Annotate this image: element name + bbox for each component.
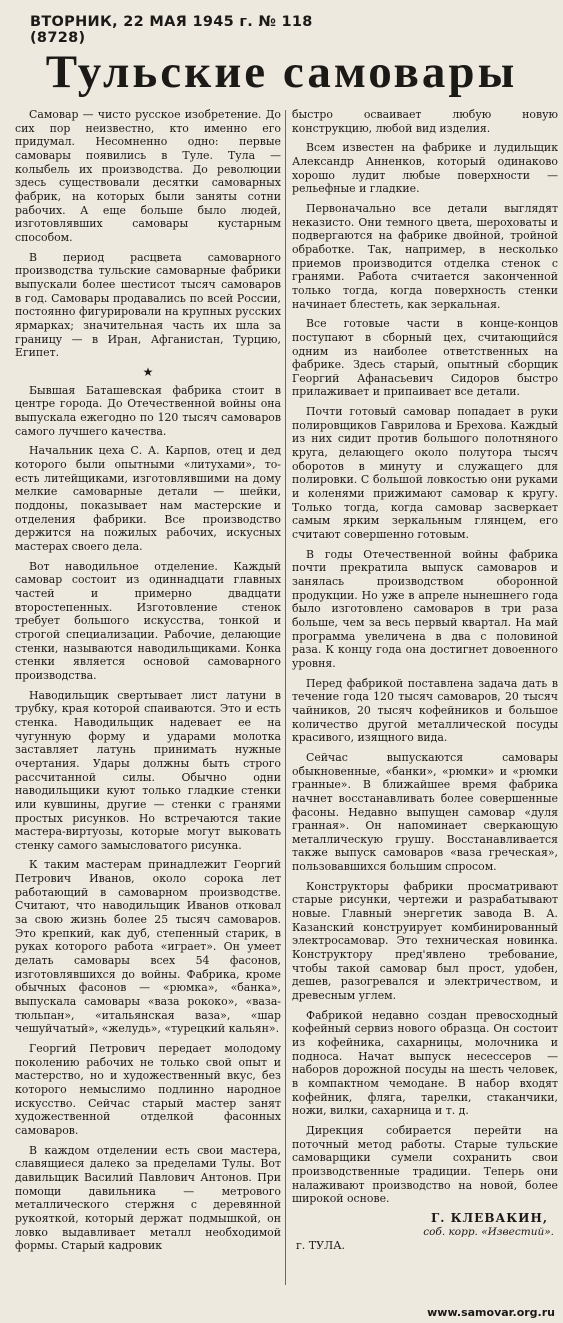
paragraph: Фабрикой недавно создан превосходный кофейный сервиз нового образца. Он состоит из кофейника, сахарницы, молочника и подноса. Начат выпуск несессеров — наборов дорожной посуды на шесть человек, в компактном чемодане. В набор входят кофейник, фляга, тарелки, стаканчики, ножи, вилки, сахарница и т. д.	[292, 1008, 558, 1118]
right-column	[292, 108, 558, 1288]
paragraph: К таким мастерам принадлежит Георгий Петрович Иванов, около сорока лет работающий в самоварном производстве. Считают, что наводильщик Иванов отковал за свою жизнь более 25 тысяч самоваров. Это крепкий, как дуб, степенный старик, в руках которого работа «играет». Он умеет делать самовары всех 54 фасонов, изготовлявшихся до войны. Фабрика, кроме обычных фасонов — «рюмка», «банка», выпускала самовары «ваза рококо», «ваза-тюльпан», «итальянская ваза», «шар чешуйчатый», «желудь», «турецкий кальян».	[15, 858, 281, 1036]
paragraph: Вот наводильное отделение. Каждый самовар состоит из одиннадцати главных частей и примерно двадцати второстепенных. Изготовление стенок требует большого искусства, тонкой и строгой специализации. Рабочие, делающие стенки, называются наводильщиками. Конка стенки является основой самоварного производства.	[15, 559, 281, 682]
paragraph: Начальник цеха С. А. Карпов, отец и дед которого были опытными «литухами», то-есть литейщиками, изготовлявшими на дому мелкие самоварные детали — шейки, поддоны, показывает нам мастерские и отделения фабрики. Все производство держится на пожилых рабочих, искусных мастерах своего дела.	[15, 444, 281, 554]
paragraph: Дирекция собирается перейти на поточный метод работы. Старые тульские самоварщики сумели сохранить свои производственные традиции. Теперь они налаживают производство на новой, более широкой основе.	[292, 1123, 558, 1206]
paragraph: В каждом отделении есть свои мастера, славящиеся далеко за пределами Тулы. Вот давильщик Василий Павлович Антонов. При помощи давильника — метрового металлического стержня с деревянной рукояткой, который держат подмышкой, он ловко выдавливает металл необходимой формы. Старый кадровик	[15, 1143, 281, 1253]
author-name: Г. КЛЕВАКИН,	[431, 1210, 548, 1225]
watermark-link[interactable]: www.samovar.org.ru	[427, 1306, 555, 1319]
dateline-city: г. ТУЛА.	[296, 1239, 346, 1253]
paragraph: Наводильщик свертывает лист латуни в трубку, края которой спаиваются. Это и есть стенка. Наводильщик надевает ее на чугунную форму и ударами молотка заставляет латунь принимать нужные очертания. Удары должны быть строго рассчитанной силы. Обычно одни наводильщики куют только гладкие стенки или кувшины, другие — стенки с гранями простых рисунков. Но встречаются такие мастера-виртуозы, которые могут выковать стенку самого замысловатого рисунка.	[15, 688, 281, 852]
signature-block	[292, 1212, 558, 1253]
star-separator-icon: ★	[142, 364, 154, 379]
author-role: соб. корр. «Известий».	[423, 1225, 554, 1238]
paragraph: Перед фабрикой поставлена задача дать в течение года 120 тысяч самоваров, 20 тысяч чайников, 20 тысяч кофейников и большое количество другой металлической посуды красивого, изящного вида.	[292, 676, 558, 745]
paragraph: Всем известен на фабрике и лудильщик Александр Анненков, который одинаково хорошо лудит любые поверхности — рельефные и гладкие.	[292, 141, 558, 196]
paragraph: Самовар — чисто русское изобретение. До сих пор неизвестно, кто именно его придумал. Несомненно одно: первые самовары появились в Туле. Тула — колыбель их производства. До революции здесь существовали десятки самоварных фабрик, на которых были заняты сотни рабочих. А еще больше было людей, изготовлявших самовары кустарным способом.	[15, 108, 281, 244]
paragraph: быстро осваивает любую новую конструкцию, любой вид изделия.	[292, 108, 558, 135]
left-column	[15, 108, 281, 1288]
paragraph: Почти готовый самовар попадает в руки полировщиков Гаврилова и Брехова. Каждый из них сидит против большого полотняного круга, делающего около полутора тысяч оборотов в минуту и служащего для полировки. С большой ловкостью они руками и коленями прижимают самовар к кругу. Только тогда, когда самовар засверкает самым ярким зеркальным глянцем, его считают совершенно готовым.	[292, 405, 558, 542]
paragraph: Первоначально все детали выглядят неказисто. Они темного цвета, шероховаты и подвергаются на фабрике двойной, тройной обработке. Так, например, в несколько приемов производится отделка стенок с гранями. Работа считается законченной только тогда, когда поверхность стенки начинает блестеть, как зеркальная.	[292, 201, 558, 311]
paragraph: Сейчас выпускаются самовары обыкновенные, «банки», «рюмки» и «рюмки гранные». В ближайшее время фабрика начнет восстанавливать более совершенные фасоны. Недавно выпущен самовар «дуля гранная». Он напоминает сверкающую металлическую грушу. Восстанавливается также выпуск самоваров «ваза греческая», пользовавшихся большим спросом.	[292, 750, 558, 874]
paragraph: Бывшая Баташевская фабрика стоит в центре города. До Отечественной войны она выпускала ежегодно по 120 тысяч самоваров самого лучшего качества.	[15, 383, 281, 438]
paragraph: Конструкторы фабрики просматривают старые рисунки, чертежи и разрабатывают новые. Главный энергетик завода В. А. Казанский конструирует комбинированный электросамовар. Это техническая новинка. Конструктору пред'явлено требование, чтобы такой самовар был прост, удобен, дешев, разогревался и электричеством, и древесным углем.	[292, 879, 558, 1003]
paragraph: Все готовые части в конце-концов поступают в сборный цех, считающийся одним из наиболее ответственных на фабрике. Здесь старый, опытный сборщик Георгий Афанасьевич Сидоров быстро прилаживает и припаивает все детали.	[292, 317, 558, 399]
column-divider	[285, 110, 286, 1285]
article-title: Тульские самовары	[45, 46, 518, 98]
paragraph: В годы Отечественной войны фабрика почти прекратила выпуск самоваров и занялась производством оборонной продукции. Но уже в апреле нынешнего года было изготовлено самоваров в три раза больше, чем за весь первый квартал. На май программа увеличена в два с половиной раза. К концу года она достигнет довоенного уровня.	[292, 547, 558, 670]
dateline: ВТОРНИК, 22 МАЯ 1945 г. № 118 (8728)	[30, 14, 313, 46]
paragraph: Георгий Петрович передает молодому поколению рабочих не только свой опыт и мастерство, но и художественный вкус, без которого немыслимо подлинно народное искусство. Сейчас старый мастер занят художественной отделкой фасонных самоваров.	[15, 1042, 281, 1137]
paragraph: В период расцвета самоварного производства тульские самоварные фабрики выпускали более шестисот тысяч самоваров в год. Самовары продавались по всей России, постоянно фигурировали на крупных русских ярмарках; значительная часть их шла за границу — в Иран, Афганистан, Турцию, Египет.	[15, 250, 281, 360]
